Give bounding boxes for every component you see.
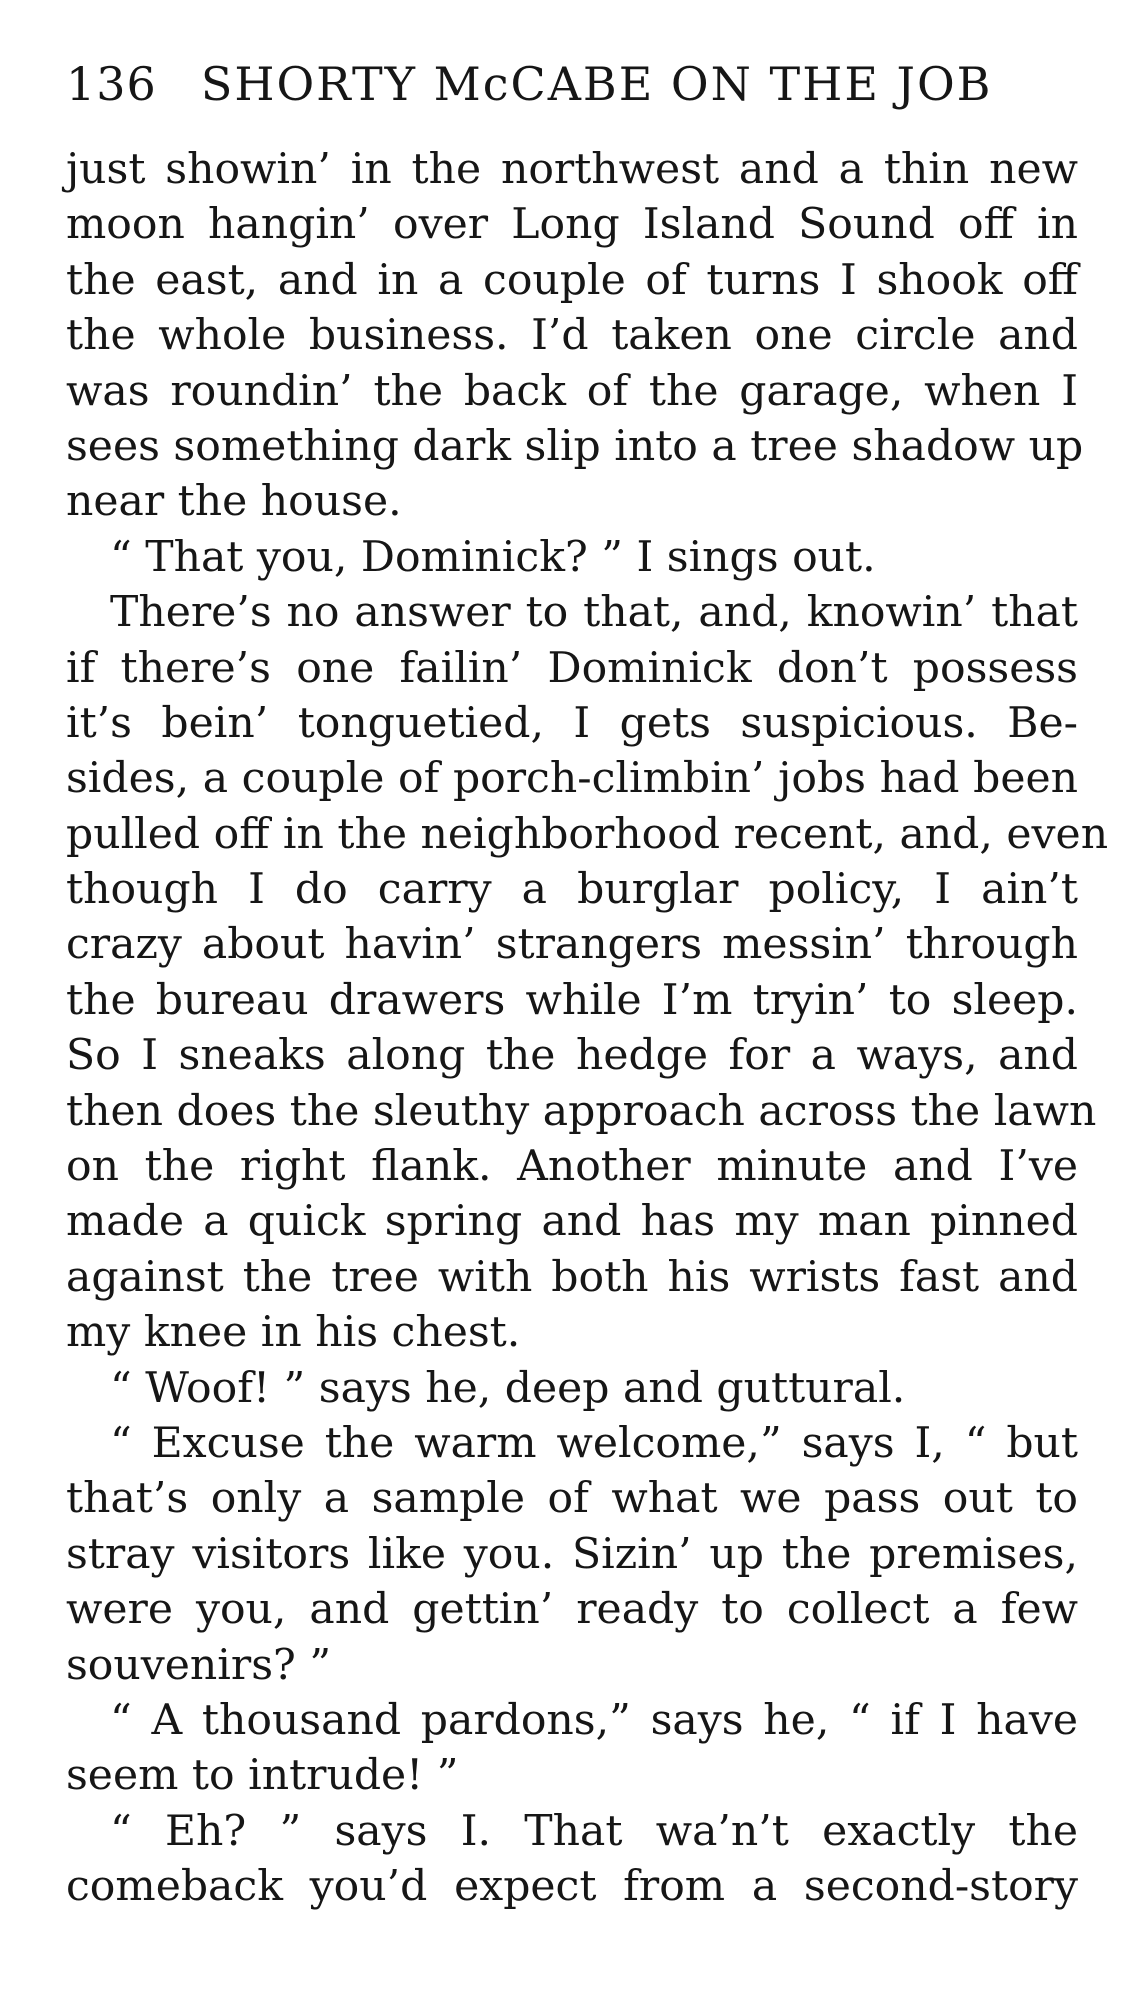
text-line: it’s bein’ tonguetied, I gets suspicious. Be- (66, 698, 1078, 748)
text-line: the east, and in a couple of turns I shook off (66, 255, 1078, 305)
text-line: were you, and gettin’ ready to collect a few (66, 1585, 1078, 1635)
text-line: then does the sleuthy approach across the lawn (66, 1086, 1097, 1136)
running-title: SHORTY McCABE ON THE JOB (200, 57, 993, 111)
text-line: sides, a couple of porch-climbin’ jobs had been (66, 754, 1078, 804)
text-line: if there’s one failin’ Dominick don’t possess (66, 643, 1078, 693)
text-line: sees something dark slip into a tree shadow up (66, 421, 1084, 471)
running-head (66, 54, 1076, 114)
text-line: on the right flank. Another minute and I’ve (66, 1142, 1078, 1192)
text-line: against the tree with both his wrists fast and (66, 1252, 1078, 1302)
text-line: crazy about havin’ strangers messin’ through (66, 920, 1078, 970)
page-number: 136 (66, 57, 157, 111)
text-line: made a quick spring and has my man pinned (66, 1197, 1078, 1247)
text-line: was roundin’ the back of the garage, when I (66, 366, 1078, 416)
text-line: “ A thousand pardons,” says he, “ if I have (110, 1695, 1078, 1745)
text-line: souvenirs? ” (66, 1640, 332, 1690)
text-line: There’s no answer to that, and, knowin’ that (110, 588, 1078, 638)
body-text (66, 142, 1109, 1915)
text-line: that’s only a sample of what we pass out to (66, 1474, 1078, 1524)
text-line: “ That you, Dominick? ” I sings out. (110, 532, 876, 582)
text-line: So I sneaks along the hedge for a ways, and (66, 1031, 1078, 1081)
text-line: pulled off in the neighborhood recent, and, even (66, 809, 1109, 859)
text-line: seem to intrude! ” (66, 1751, 459, 1801)
text-line: comeback you’d expect from a second-story (66, 1862, 1078, 1912)
text-line: near the house. (66, 477, 402, 527)
text-line: though I do carry a burglar policy, I ain’t (66, 865, 1078, 915)
text-line: the whole business. I’d taken one circle and (66, 311, 1078, 361)
text-line: the bureau drawers while I’m tryin’ to sleep. (66, 975, 1078, 1025)
text-line: “ Excuse the warm welcome,” says I, “ but (110, 1418, 1078, 1468)
text-line: “ Eh? ” says I. That wa’n’t exactly the (110, 1806, 1078, 1856)
text-line: my knee in his chest. (66, 1308, 521, 1358)
text-line: “ Woof! ” says he, deep and guttural. (110, 1363, 906, 1413)
text-line: moon hangin’ over Long Island Sound off in (66, 200, 1078, 250)
text-line: stray visitors like you. Sizin’ up the premises, (66, 1529, 1078, 1579)
text-line: just showin’ in the northwest and a thin new (66, 145, 1078, 194)
